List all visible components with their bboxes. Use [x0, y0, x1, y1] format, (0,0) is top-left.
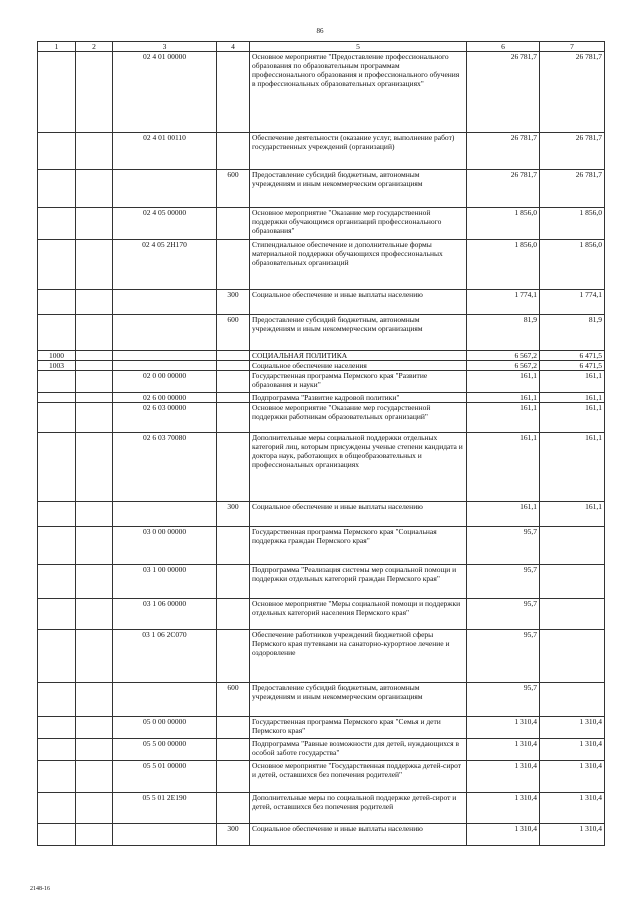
expense-type-cell — [217, 403, 250, 433]
amount-cell: 1 310,4 — [467, 717, 540, 739]
table-row — [38, 393, 605, 403]
expense-type-cell — [217, 240, 250, 290]
item-name-cell: Предоставление субсидий бюджетным, автономным учреждениям и иным некоммерческим организациям — [250, 683, 467, 717]
target-article-cell — [113, 170, 217, 208]
item-name-cell: Основное мероприятие "Оказание мер государственной поддержки обучающимся организаций профессионального образования" — [250, 208, 467, 240]
item-name-cell: Основное мероприятие "Меры социальной помощи и поддержки отдельных категорий населения Пермского края" — [250, 599, 467, 630]
subsection-cell — [76, 403, 113, 433]
item-name-cell: Государственная программа Пермского края "Социальная поддержка граждан Пермского края" — [250, 527, 467, 565]
amount-cell: 1 310,4 — [540, 761, 605, 793]
section-cell — [38, 824, 76, 846]
document-code: 2148-16 — [30, 886, 50, 892]
table-row — [38, 761, 605, 793]
target-article-cell: 05 5 01 00000 — [113, 761, 217, 793]
subsection-cell — [76, 351, 113, 361]
expense-type-cell — [217, 739, 250, 761]
section-cell — [38, 527, 76, 565]
amount-cell: 26 781,7 — [467, 170, 540, 208]
item-name-cell: Предоставление субсидий бюджетным, автономным учреждениям и иным некоммерческим организациям — [250, 170, 467, 208]
subsection-cell — [76, 240, 113, 290]
table-row — [38, 683, 605, 717]
amount-cell: 1 856,0 — [540, 240, 605, 290]
amount-cell: 1 774,1 — [467, 290, 540, 315]
expense-type-cell — [217, 371, 250, 393]
table-row — [38, 739, 605, 761]
item-name-cell: Государственная программа Пермского края "Развитие образования и науки" — [250, 371, 467, 393]
item-name-cell: Социальное обеспечение населения — [250, 361, 467, 371]
section-cell — [38, 630, 76, 683]
table-row — [38, 361, 605, 371]
amount-cell: 161,1 — [540, 371, 605, 393]
amount-cell: 161,1 — [540, 433, 605, 502]
expense-type-cell — [217, 208, 250, 240]
column-header: 6 — [467, 42, 540, 52]
target-article-cell: 02 6 03 70080 — [113, 433, 217, 502]
table-row — [38, 403, 605, 433]
target-article-cell: 02 6 03 00000 — [113, 403, 217, 433]
item-name-cell: Социальное обеспечение и иные выплаты населению — [250, 502, 467, 527]
table-row — [38, 290, 605, 315]
subsection-cell — [76, 290, 113, 315]
amount-cell: 1 310,4 — [467, 824, 540, 846]
amount-cell: 1 856,0 — [540, 208, 605, 240]
amount-cell: 26 781,7 — [467, 133, 540, 170]
table-row — [38, 433, 605, 502]
amount-cell: 6 471,5 — [540, 361, 605, 371]
amount-cell: 81,9 — [540, 315, 605, 351]
amount-cell: 1 310,4 — [540, 824, 605, 846]
subsection-cell — [76, 393, 113, 403]
amount-cell: 1 774,1 — [540, 290, 605, 315]
target-article-cell: 05 5 01 2Е190 — [113, 793, 217, 824]
subsection-cell — [76, 527, 113, 565]
section-cell — [38, 739, 76, 761]
amount-cell: 1 310,4 — [467, 739, 540, 761]
table-row — [38, 630, 605, 683]
target-article-cell — [113, 502, 217, 527]
subsection-cell — [76, 761, 113, 793]
item-name-cell: Основное мероприятие "Предоставление профессионального образования по образовательным программам профессионального образования и профессионального обучения в профессиональных образовательных организациях" — [250, 52, 467, 133]
target-article-cell — [113, 315, 217, 351]
amount-cell: 26 781,7 — [540, 52, 605, 133]
subsection-cell — [76, 133, 113, 170]
target-article-cell — [113, 361, 217, 371]
expense-type-cell: 300 — [217, 824, 250, 846]
amount-cell: 161,1 — [467, 371, 540, 393]
target-article-cell: 05 5 00 00000 — [113, 739, 217, 761]
target-article-cell: 02 4 05 2Н170 — [113, 240, 217, 290]
item-name-cell: Обеспечение деятельности (оказание услуг, выполнение работ) государственных учреждений (организаций) — [250, 133, 467, 170]
subsection-cell — [76, 717, 113, 739]
target-article-cell — [113, 290, 217, 315]
target-article-cell: 05 0 00 00000 — [113, 717, 217, 739]
expense-type-cell: 600 — [217, 315, 250, 351]
subsection-cell — [76, 361, 113, 371]
section-cell — [38, 170, 76, 208]
section-cell — [38, 502, 76, 527]
section-cell — [38, 433, 76, 502]
section-cell — [38, 315, 76, 351]
section-cell — [38, 393, 76, 403]
subsection-cell — [76, 739, 113, 761]
subsection-cell — [76, 793, 113, 824]
expense-type-cell: 300 — [217, 502, 250, 527]
table-row — [38, 565, 605, 599]
item-name-cell: Подпрограмма "Реализация системы мер социальной помощи и поддержки отдельных категорий граждан Пермского края" — [250, 565, 467, 599]
expense-type-cell — [217, 133, 250, 170]
item-name-cell: Социальное обеспечение и иные выплаты населению — [250, 824, 467, 846]
expense-type-cell — [217, 565, 250, 599]
item-name-cell: Стипендиальное обеспечение и дополнительные формы материальной поддержки обучающихся профессиональных образовательных организаций — [250, 240, 467, 290]
expense-type-cell — [217, 761, 250, 793]
item-name-cell: Обеспечение работников учреждений бюджетной сферы Пермского края путевками на санаторно-курортное лечение и оздоровление — [250, 630, 467, 683]
section-cell — [38, 761, 76, 793]
amount-cell: 95,7 — [467, 527, 540, 565]
table-row — [38, 599, 605, 630]
expense-type-cell — [217, 351, 250, 361]
amount-cell: 1 856,0 — [467, 240, 540, 290]
budget-table — [37, 41, 605, 846]
subsection-cell — [76, 208, 113, 240]
column-header: 3 — [113, 42, 217, 52]
amount-cell: 6 567,2 — [467, 361, 540, 371]
amount-cell: 95,7 — [467, 599, 540, 630]
item-name-cell: Социальное обеспечение и иные выплаты населению — [250, 290, 467, 315]
column-header: 1 — [38, 42, 76, 52]
table-row — [38, 240, 605, 290]
expense-type-cell — [217, 52, 250, 133]
subsection-cell — [76, 565, 113, 599]
amount-cell: 1 310,4 — [467, 793, 540, 824]
target-article-cell: 02 4 01 00110 — [113, 133, 217, 170]
amount-cell — [540, 630, 605, 683]
target-article-cell: 02 4 01 00000 — [113, 52, 217, 133]
amount-cell: 1 310,4 — [540, 717, 605, 739]
item-name-cell: Основное мероприятие "Оказание мер государственной поддержки работникам образовательных организаций" — [250, 403, 467, 433]
section-cell — [38, 240, 76, 290]
target-article-cell: 03 1 06 00000 — [113, 599, 217, 630]
amount-cell: 1 310,4 — [467, 761, 540, 793]
subsection-cell — [76, 502, 113, 527]
amount-cell: 26 781,7 — [467, 52, 540, 133]
section-cell — [38, 371, 76, 393]
target-article-cell — [113, 683, 217, 717]
amount-cell: 161,1 — [467, 502, 540, 527]
amount-cell — [540, 565, 605, 599]
amount-cell: 1 856,0 — [467, 208, 540, 240]
table-row — [38, 52, 605, 133]
amount-cell: 95,7 — [467, 565, 540, 599]
expense-type-cell — [217, 717, 250, 739]
subsection-cell — [76, 170, 113, 208]
table-row — [38, 315, 605, 351]
section-cell — [38, 133, 76, 170]
amount-cell: 161,1 — [467, 403, 540, 433]
target-article-cell: 02 4 05 00000 — [113, 208, 217, 240]
amount-cell: 26 781,7 — [540, 170, 605, 208]
table-row — [38, 824, 605, 846]
target-article-cell — [113, 351, 217, 361]
subsection-cell — [76, 315, 113, 351]
target-article-cell: 03 0 00 00000 — [113, 527, 217, 565]
table-row — [38, 208, 605, 240]
column-header: 5 — [250, 42, 467, 52]
subsection-cell — [76, 824, 113, 846]
item-name-cell: СОЦИАЛЬНАЯ ПОЛИТИКА — [250, 351, 467, 361]
target-article-cell: 03 1 00 00000 — [113, 565, 217, 599]
target-article-cell: 02 0 00 00000 — [113, 371, 217, 393]
table-row — [38, 351, 605, 361]
section-cell — [38, 717, 76, 739]
subsection-cell — [76, 371, 113, 393]
subsection-cell — [76, 630, 113, 683]
amount-cell: 161,1 — [540, 502, 605, 527]
table-row — [38, 527, 605, 565]
table-row — [38, 793, 605, 824]
table-header-row — [38, 42, 605, 52]
amount-cell: 6 471,5 — [540, 351, 605, 361]
column-header: 4 — [217, 42, 250, 52]
section-cell — [38, 793, 76, 824]
column-header: 2 — [76, 42, 113, 52]
item-name-cell: Подпрограмма "Равные возможности для детей, нуждающихся в особой заботе государства" — [250, 739, 467, 761]
amount-cell: 6 567,2 — [467, 351, 540, 361]
section-cell: 1000 — [38, 351, 76, 361]
expense-type-cell — [217, 793, 250, 824]
amount-cell: 1 310,4 — [540, 793, 605, 824]
section-cell — [38, 403, 76, 433]
table-row — [38, 133, 605, 170]
expense-type-cell: 600 — [217, 683, 250, 717]
section-cell: 1003 — [38, 361, 76, 371]
table-row — [38, 717, 605, 739]
table-row — [38, 502, 605, 527]
expense-type-cell — [217, 361, 250, 371]
amount-cell — [540, 683, 605, 717]
amount-cell: 161,1 — [467, 393, 540, 403]
expense-type-cell — [217, 599, 250, 630]
amount-cell: 161,1 — [540, 393, 605, 403]
amount-cell: 26 781,7 — [540, 133, 605, 170]
item-name-cell: Дополнительные меры социальной поддержки отдельных категорий лиц, которым присуждены ученые степени кандидата и доктора наук, работающих в общеобразовательных и профессиональных организациях — [250, 433, 467, 502]
item-name-cell: Подпрограмма "Развитие кадровой политики" — [250, 393, 467, 403]
item-name-cell: Государственная программа Пермского края "Семья и дети Пермского края" — [250, 717, 467, 739]
subsection-cell — [76, 599, 113, 630]
expense-type-cell — [217, 433, 250, 502]
section-cell — [38, 290, 76, 315]
amount-cell: 161,1 — [540, 403, 605, 433]
expense-type-cell: 300 — [217, 290, 250, 315]
section-cell — [38, 599, 76, 630]
amount-cell: 161,1 — [467, 433, 540, 502]
amount-cell — [540, 527, 605, 565]
section-cell — [38, 683, 76, 717]
item-name-cell: Дополнительные меры по социальной поддержке детей-сирот и детей, оставшихся без попечения родителей — [250, 793, 467, 824]
item-name-cell: Основное мероприятие "Государственная поддержка детей-сирот и детей, оставшихся без попечения родителей" — [250, 761, 467, 793]
target-article-cell: 02 6 00 00000 — [113, 393, 217, 403]
subsection-cell — [76, 683, 113, 717]
amount-cell: 81,9 — [467, 315, 540, 351]
amount-cell — [540, 599, 605, 630]
amount-cell: 95,7 — [467, 630, 540, 683]
subsection-cell — [76, 433, 113, 502]
table-row — [38, 170, 605, 208]
target-article-cell — [113, 824, 217, 846]
expense-type-cell — [217, 527, 250, 565]
subsection-cell — [76, 52, 113, 133]
section-cell — [38, 208, 76, 240]
expense-type-cell: 600 — [217, 170, 250, 208]
expense-type-cell — [217, 630, 250, 683]
page-number: 86 — [316, 27, 324, 35]
expense-type-cell — [217, 393, 250, 403]
section-cell — [38, 565, 76, 599]
amount-cell: 1 310,4 — [540, 739, 605, 761]
amount-cell: 95,7 — [467, 683, 540, 717]
target-article-cell: 03 1 06 2С070 — [113, 630, 217, 683]
table-row — [38, 371, 605, 393]
column-header: 7 — [540, 42, 605, 52]
section-cell — [38, 52, 76, 133]
item-name-cell: Предоставление субсидий бюджетным, автономным учреждениям и иным некоммерческим организациям — [250, 315, 467, 351]
